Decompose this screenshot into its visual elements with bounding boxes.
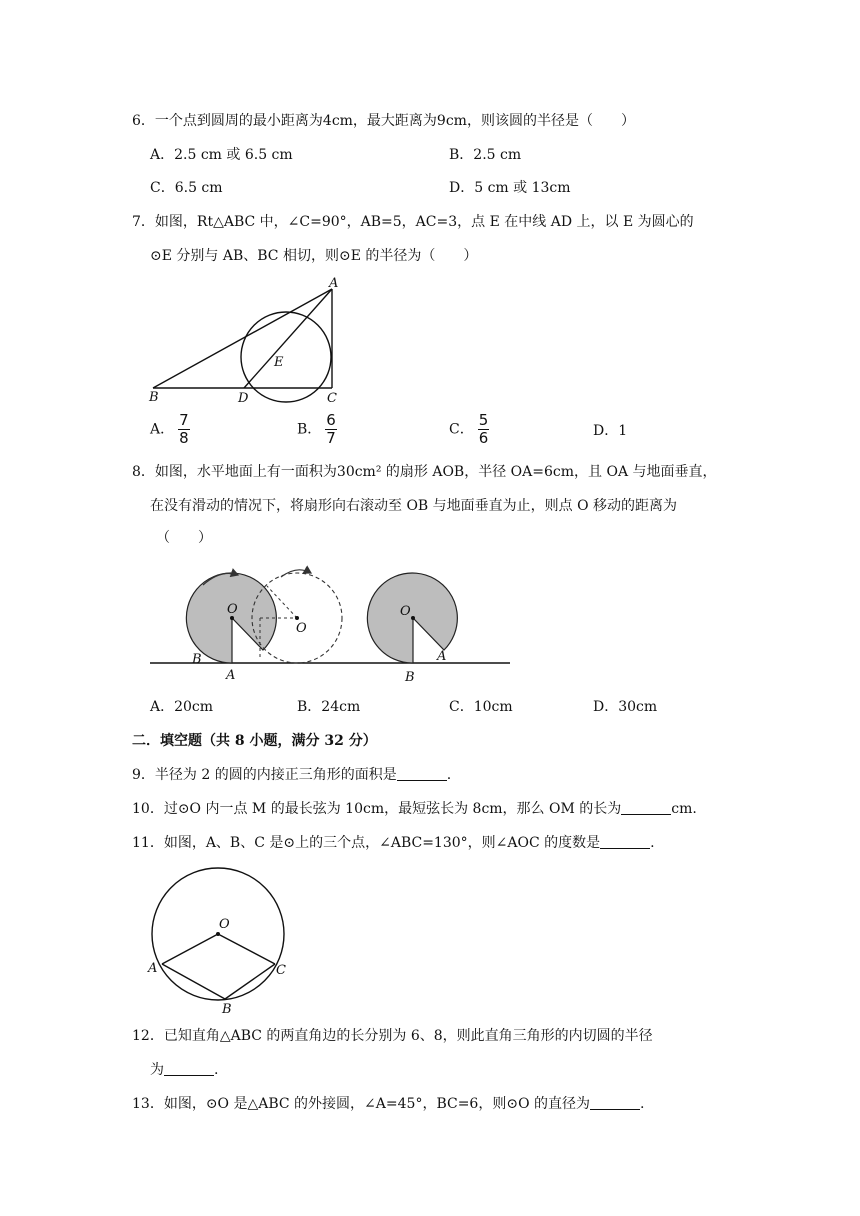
q6-text: 6．一个点到圆周的最小距离为4cm，最大距离为9cm，则该圆的半径是（ ） bbox=[132, 113, 635, 129]
q7-triangle-figure bbox=[140, 275, 350, 407]
q10-blank bbox=[621, 800, 671, 815]
q7-label-b: B bbox=[149, 390, 159, 405]
q7-option-a: A． $\frac{7}{8}$ bbox=[150, 411, 189, 447]
q7-label-a: A bbox=[329, 276, 339, 291]
q6-option-c: C．6.5 cm bbox=[150, 180, 223, 196]
q12-line1: 12．已知直角△ABC 的两直角边的长分别为 6、8，则此直角三角形的内切圆的半径 bbox=[132, 1028, 653, 1044]
q8-option-a: A．20cm bbox=[150, 699, 214, 715]
q7-label-d: D bbox=[238, 391, 249, 406]
q6-option-d: D．5 cm 或 13cm bbox=[449, 180, 571, 196]
q8-option-b: B．24cm bbox=[297, 699, 361, 715]
q6-option-b: B．2.5 cm bbox=[449, 147, 522, 163]
q7-option-b: B． $\frac{6}{7}$ bbox=[297, 411, 336, 447]
q11-label-a: A bbox=[148, 961, 158, 976]
q8-label-o1: O bbox=[227, 602, 238, 617]
q8-label-a1: A bbox=[226, 668, 236, 683]
q8-label-b3: B bbox=[405, 670, 415, 685]
q7-line2: ⊙E 分别与 AB、BC 相切，则⊙E 的半径为（ ） bbox=[150, 248, 478, 264]
q7-line1: 7．如图，Rt△ABC 中，∠C=90°，AB=5，AC=3，点 E 在中线 AD 上，以 E 为圆心的 bbox=[132, 214, 694, 230]
q7-label-e: E bbox=[274, 355, 284, 370]
q8-rolling-sector-figure bbox=[145, 555, 515, 690]
q13-blank bbox=[590, 1095, 640, 1110]
q8-label-a3: A bbox=[437, 649, 447, 664]
q9-blank bbox=[397, 766, 447, 781]
q11-label-b: B bbox=[222, 1002, 232, 1015]
q8-option-c: C．10cm bbox=[449, 699, 513, 715]
q7-option-d: D．1 bbox=[593, 423, 628, 439]
q8-label-b1: B bbox=[192, 652, 202, 667]
q11-text: 11．如图，A、B、C 是⊙上的三个点，∠ABC=130°，则∠AOC 的度数是 . bbox=[132, 835, 655, 851]
q8-line1: 8．如图，水平地面上有一面积为30cm² 的扇形 AOB，半径 OA=6cm，且 OA 与地面垂直， bbox=[132, 464, 717, 480]
q8-label-o3: O bbox=[400, 604, 411, 619]
q12-blank bbox=[164, 1061, 214, 1076]
q11-blank bbox=[600, 834, 650, 849]
q8-line3: （ ） bbox=[156, 530, 212, 546]
q13-text: 13．如图，⊙O 是△ABC 的外接圆，∠A=45°，BC=6，则⊙O 的直径为 . bbox=[132, 1096, 645, 1112]
q8-option-d: D．30cm bbox=[593, 699, 658, 715]
section-2-heading: 二．填空题（共 8 小题，满分 32 分） bbox=[132, 733, 377, 749]
q7-label-c: C bbox=[327, 391, 337, 406]
q10-text: 10．过⊙O 内一点 M 的最长弦为 10cm，最短弦长为 8cm，那么 OM 的长为 cm. bbox=[132, 801, 697, 817]
q6-option-a: A．2.5 cm 或 6.5 cm bbox=[150, 147, 293, 163]
q11-label-c: C bbox=[276, 963, 286, 978]
q8-line2: 在没有滑动的情况下，将扇形向右滚动至 OB 与地面垂直为止，则点 O 移动的距离为 bbox=[150, 498, 678, 514]
q11-label-o: O bbox=[219, 917, 230, 932]
q7-option-c: C． $\frac{5}{6}$ bbox=[449, 411, 489, 447]
q9-text: 9．半径为 2 的圆的内接正三角形的面积是 . bbox=[132, 767, 452, 783]
q11-circle-figure bbox=[145, 860, 305, 1015]
q8-label-o2: O bbox=[296, 621, 307, 636]
q12-line2: 为 . bbox=[150, 1062, 219, 1078]
